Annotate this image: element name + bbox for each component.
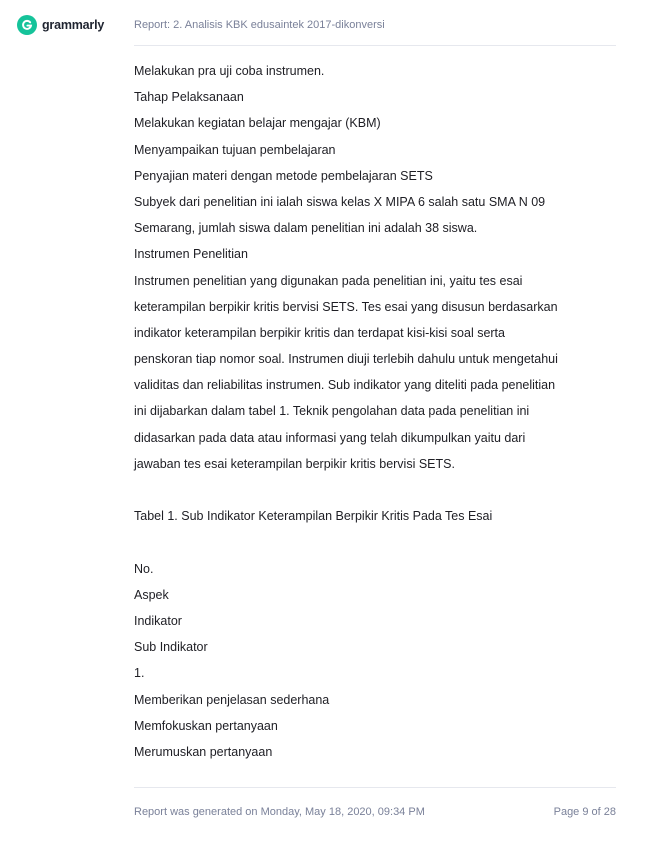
text-line: jawaban tes esai keterampilan berpikir kritis bervisi SETS.: [134, 456, 455, 471]
table-caption: Tabel 1. Sub Indikator Keterampilan Berpikir Kritis Pada Tes Esai: [134, 509, 493, 524]
blank-line: [134, 477, 624, 503]
report-header: [0, 0, 650, 46]
page-number: Page 9 of 28: [553, 806, 616, 818]
header-divider: [134, 45, 616, 46]
text-line: Subyek dari penelitian ini ialah siswa kelas X MIPA 6 salah satu SMA N 09: [134, 194, 546, 209]
text-line: keterampilan berpikir kritis bervisi SETS. Tes esai yang disusun berdasarkan: [134, 299, 558, 314]
table-cell: 1.: [134, 666, 145, 681]
table-cell: Sub Indikator: [134, 640, 208, 655]
table-cell: Aspek: [134, 587, 169, 602]
text-line: Menyampaikan tujuan pembelajaran: [134, 142, 336, 157]
text-line: Instrumen penelitian yang digunakan pada penelitian ini, yaitu tes esai: [134, 273, 523, 288]
text-line: Instrumen Penelitian: [134, 247, 248, 262]
grammarly-g-icon: [17, 15, 37, 35]
table-cell: Memfokuskan pertanyaan: [134, 718, 278, 733]
text-line: Penyajian materi dengan metode pembelajaran SETS: [134, 168, 433, 183]
generated-timestamp: Report was generated on Monday, May 18, 2020, 09:34 PM: [134, 806, 425, 818]
document-body: [134, 58, 624, 765]
text-line: Semarang, jumlah siswa dalam penelitian ini adalah 38 siswa.: [134, 221, 478, 236]
text-line: Melakukan pra uji coba instrumen.: [134, 64, 325, 78]
blank-line: [134, 529, 624, 555]
text-line: didasarkan pada data atau informasi yang telah dikumpulkan yaitu dari: [134, 430, 526, 445]
text-line: ini dijabarkan dalam tabel 1. Teknik pengolahan data pada penelitian ini: [134, 404, 530, 419]
report-title: Report: 2. Analisis KBK edusaintek 2017-dikonversi: [134, 19, 385, 31]
text-line: Melakukan kegiatan belajar mengajar (KBM): [134, 116, 381, 131]
table-cell: Memberikan penjelasan sederhana: [134, 692, 330, 707]
grammarly-logo: [17, 15, 104, 35]
text-line: Tahap Pelaksanaan: [134, 90, 244, 105]
footer-divider: [134, 787, 616, 788]
text-line: penskoran tiap nomor soal. Instrumen diuji terlebih dahulu untuk mengetahui: [134, 352, 558, 367]
brand-name: grammarly: [42, 18, 105, 32]
table-cell: Indikator: [134, 613, 182, 628]
text-line: validitas dan reliabilitas instrumen. Sub indikator yang diteliti pada penelitian: [134, 378, 556, 393]
text-line: indikator keterampilan berpikir kritis dan terdapat kisi-kisi soal serta: [134, 325, 505, 340]
table-cell: No.: [134, 561, 154, 576]
table-cell: Merumuskan pertanyaan: [134, 744, 273, 759]
